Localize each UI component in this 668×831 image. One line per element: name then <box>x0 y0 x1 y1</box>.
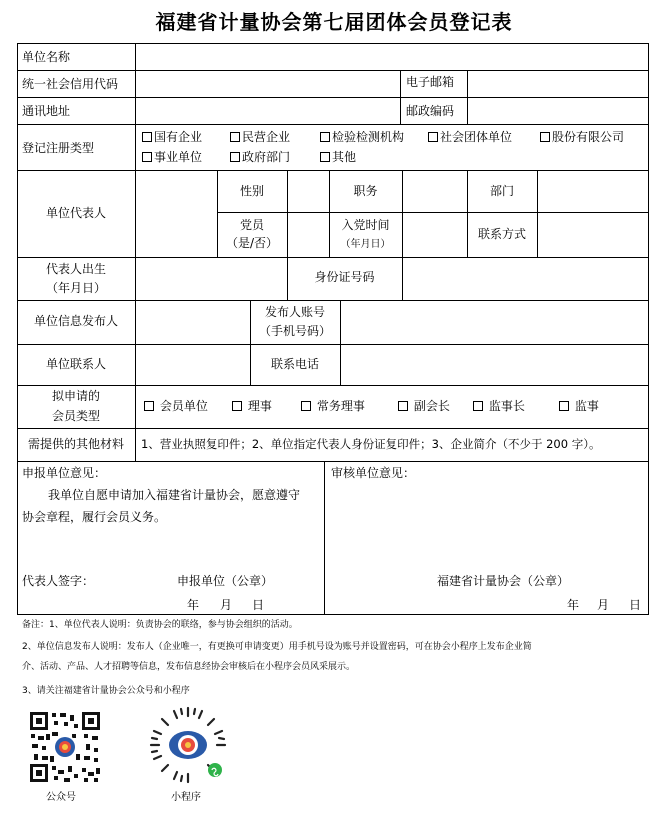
member-type-option[interactable]: 监事长 <box>473 399 525 414</box>
applicant-seal-label: 申报单位（公章） <box>177 574 274 588</box>
reg-type-option[interactable]: 其他 <box>320 150 356 165</box>
publisher-account-sub-label: （手机号码） <box>258 324 331 338</box>
reg-type-label: 登记注册类型 <box>22 141 95 155</box>
note-3: 3、请关注福建省计量协会公众号和小程序 <box>22 686 190 696</box>
checkbox-icon <box>559 401 569 411</box>
gender-label: 性别 <box>239 184 264 198</box>
birth-label: 代表人出生 <box>45 262 106 276</box>
email-label: 电子邮箱 <box>406 75 455 89</box>
qr-official-account-label: 公众号 <box>46 792 76 803</box>
reg-type-option[interactable]: 社会团体单位 <box>428 130 512 145</box>
reg-type-option[interactable]: 股份有限公司 <box>540 130 624 145</box>
rep-signature-label: 代表人签字： <box>22 574 95 588</box>
checkbox-icon <box>320 152 330 162</box>
join-party-sub-label: （年月日） <box>340 239 391 250</box>
reviewer-seal-label: 福建省计量协会（公章） <box>437 574 570 588</box>
reviewer-date-year: 年 <box>567 598 580 612</box>
reg-type-option[interactable]: 国有企业 <box>142 130 202 145</box>
rep-label: 单位代表人 <box>45 206 106 220</box>
mini-program-label: 小程序 <box>171 792 201 803</box>
position-label: 职务 <box>353 184 378 198</box>
reviewer-date-day: 日 <box>629 598 642 612</box>
party-sub-label: （是/否） <box>225 236 279 250</box>
note-2-cont: 介、活动、产品、人才招聘等信息，发布信息经协会审核后在小程序会员风采展示。 <box>22 662 356 672</box>
member-type-option[interactable]: 理事 <box>232 399 272 414</box>
publisher-label: 单位信息发布人 <box>33 314 118 328</box>
applicant-date-month: 月 <box>220 598 233 612</box>
dept-label: 部门 <box>489 184 514 198</box>
address-label: 通讯地址 <box>22 104 71 118</box>
materials-label: 需提供的其他材料 <box>27 437 124 451</box>
form-title: 福建省计量协会第七届团体会员登记表 <box>155 10 513 34</box>
id-label: 身份证号码 <box>314 270 375 284</box>
applicant-statement-cont: 协会章程，履行会员义务。 <box>22 510 167 524</box>
note-1: 备注：1、单位代表人说明：负责协会的联络，参与协会组织的活动。 <box>22 620 298 630</box>
checkbox-icon <box>230 152 240 162</box>
contact-method-label: 联系方式 <box>477 227 526 241</box>
reg-type-option[interactable]: 政府部门 <box>230 150 290 165</box>
reg-type-option[interactable]: 民营企业 <box>230 130 290 145</box>
contact-phone-label: 联系电话 <box>270 357 319 371</box>
checkbox-icon <box>398 401 408 411</box>
publisher-account-label: 发布人账号 <box>264 305 325 319</box>
reg-type-option[interactable]: 检验检测机构 <box>320 130 404 145</box>
checkbox-icon <box>540 132 550 142</box>
checkbox-icon <box>232 401 242 411</box>
birth-sub-label: （年月日） <box>45 281 106 295</box>
member-type-option[interactable]: 常务理事 <box>301 399 365 414</box>
member-type-option[interactable]: 副会长 <box>398 399 450 414</box>
note-2: 2、单位信息发布人说明：发布人（企业唯一，有更换可申请变更）用手机号设为账号并设置密码，可在协会小程序上发布企业简 <box>22 642 532 652</box>
applicant-statement: 我单位自愿申请加入福建省计量协会，愿意遵守 <box>48 488 301 502</box>
apply-type-label: 拟申请的 <box>51 389 100 403</box>
applicant-opinion-label: 申报单位意见： <box>22 466 107 480</box>
contact-person-label: 单位联系人 <box>45 357 106 371</box>
checkbox-icon <box>142 152 152 162</box>
checkbox-icon <box>428 132 438 142</box>
materials-text: 1、营业执照复印件；2、单位指定代表人身份证复印件；3、企业简介（不少于 200 字）。 <box>141 437 601 451</box>
checkbox-icon <box>320 132 330 142</box>
checkbox-icon <box>301 401 311 411</box>
party-label: 党员 <box>239 218 264 232</box>
join-party-label: 入党时间 <box>341 218 390 232</box>
member-type-option[interactable]: 会员单位 <box>144 399 208 414</box>
reg-type-option[interactable]: 事业单位 <box>142 150 202 165</box>
applicant-date-year: 年 <box>187 598 200 612</box>
checkbox-icon <box>230 132 240 142</box>
credit-code-label: 统一社会信用代码 <box>22 77 119 91</box>
checkbox-icon <box>142 132 152 142</box>
mini-program-code-icon <box>147 704 229 786</box>
member-type-option[interactable]: 监事 <box>559 399 599 414</box>
unit-name-label: 单位名称 <box>22 50 71 64</box>
checkbox-icon <box>144 401 154 411</box>
reviewer-opinion-label: 审核单位意见： <box>331 466 416 480</box>
checkbox-icon <box>473 401 483 411</box>
apply-type-sub-label: 会员类型 <box>51 409 100 423</box>
applicant-date-day: 日 <box>252 598 265 612</box>
postcode-label: 邮政编码 <box>406 104 455 118</box>
qr-code-official-account-icon <box>28 710 102 784</box>
reviewer-date-month: 月 <box>597 598 610 612</box>
